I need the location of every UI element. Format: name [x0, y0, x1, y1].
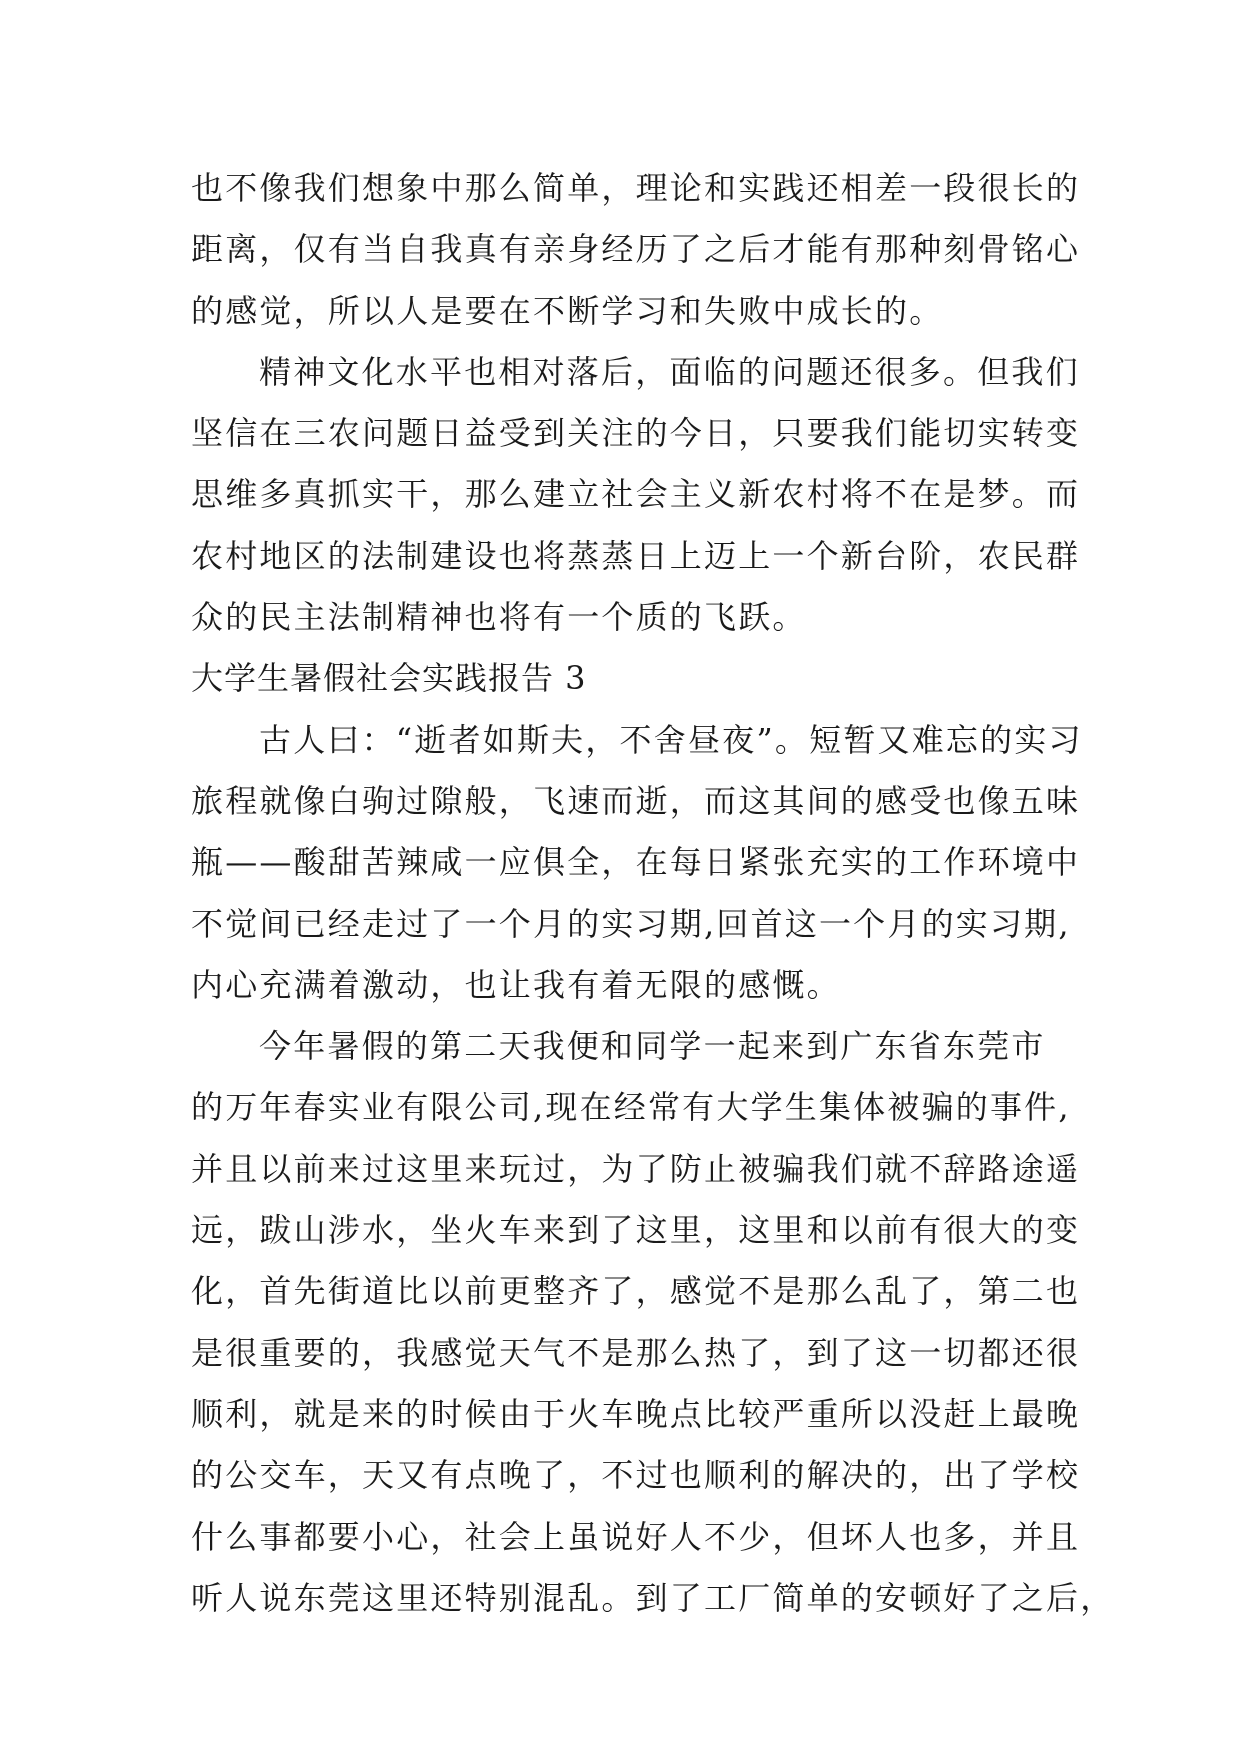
- text-line: 也不像我们想象中那么简单，理论和实践还相差一段很长的: [191, 169, 1081, 207]
- text-line: 今年暑假的第二天我便和同学一起来到广东省东莞市: [259, 1027, 1046, 1066]
- text-line: 是很重要的，我感觉天气不是那么热了，到了这一切都还很: [191, 1333, 1081, 1372]
- text-line: 距离，仅有当自我真有亲身经历了之后才能有那种刻骨铭心: [191, 230, 1081, 269]
- text-line: 顺利，就是来的时候由于火车晚点比较严重所以没赶上最晚: [191, 1394, 1081, 1433]
- text-line: 瓶——酸甜苦辣咸一应俱全，在每日紧张充实的工作环境中: [191, 843, 1081, 882]
- text-line: 化，首先街道比以前更整齐了，感觉不是那么乱了，第二也: [191, 1272, 1081, 1311]
- text-line: 远，跋山涉水，坐火车来到了这里，这里和以前有很大的变: [191, 1211, 1081, 1250]
- text-line: 什么事都要小心，社会上虽说好人不少，但坏人也多，并且: [191, 1517, 1081, 1556]
- text-line: 并且以前来过这里来玩过，为了防止被骗我们就不辞路途遥: [191, 1149, 1081, 1188]
- text-line: 的感觉，所以人是要在不断学习和失败中成长的。: [191, 291, 944, 330]
- text-line: 众的民主法制精神也将有一个质的飞跃。: [191, 598, 807, 637]
- text-line: 农村地区的法制建设也将蒸蒸日上迈上一个新台阶，农民群: [191, 536, 1081, 575]
- text-line: 的万年春实业有限公司,现在经常有大学生集体被骗的事件,: [191, 1088, 1071, 1127]
- text-line: 内心充满着激动，也让我有着无限的感慨。: [191, 965, 841, 1004]
- text-line: 精神文化水平也相对落后，面临的问题还很多。但我们: [259, 352, 1080, 391]
- section-heading: 大学生暑假社会实践报告 3: [191, 659, 587, 698]
- text-line: 思维多真抓实干，那么建立社会主义新农村将不在是梦。而: [191, 475, 1081, 514]
- text-line: 听人说东莞这里还特别混乱。到了工厂简单的安顿好了之后，: [191, 1578, 1115, 1617]
- document-body: [191, 158, 1115, 1629]
- text-line: 不觉间已经走过了一个月的实习期,回首这一个月的实习期,: [191, 904, 1071, 943]
- text-line: 的公交车，天又有点晚了，不过也顺利的解决的，出了学校: [191, 1456, 1081, 1495]
- text-line: 古人曰：“逝者如斯夫，不舍昼夜”。短暂又难忘的实习: [259, 720, 1083, 759]
- text-line: 旅程就像白驹过隙般，飞速而逝，而这其间的感受也像五味: [191, 781, 1081, 820]
- text-line: 坚信在三农问题日益受到关注的今日，只要我们能切实转变: [191, 414, 1081, 453]
